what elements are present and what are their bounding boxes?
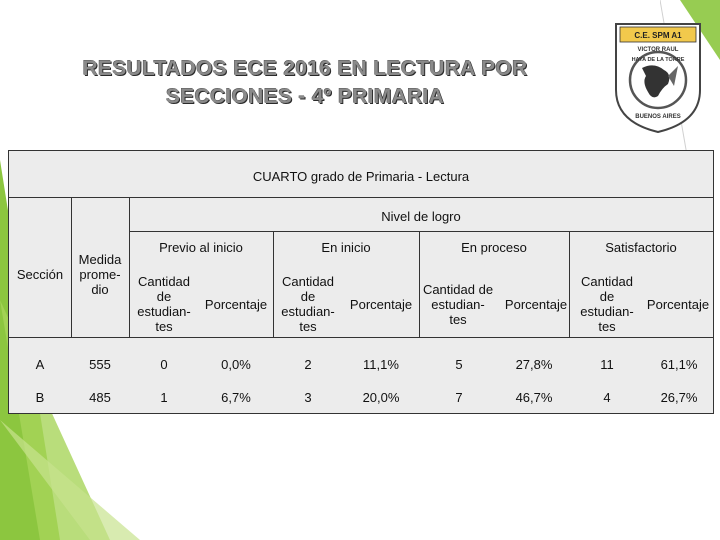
subheader-porcentaje-4: Porcentaje <box>646 297 710 312</box>
cell-porcentaje: 61,1% <box>660 357 698 372</box>
level-inicio: En inicio <box>321 240 371 255</box>
nivel-divider <box>129 231 713 232</box>
cell-seccion: B <box>35 390 45 405</box>
level-proceso: En proceso <box>461 240 527 255</box>
cell-porcentaje: 11,1% <box>363 357 399 372</box>
subheader-cantidad-3: Cantidad de estudian- tes <box>422 282 494 327</box>
header-medida: Medida prome- dio <box>78 252 122 297</box>
subheader-cantidad-1: Cantidad de estudian- tes <box>137 274 191 334</box>
table-caption: CUARTO grado de Primaria - Lectura <box>252 169 470 184</box>
svg-text:HAYA DE LA TORRE: HAYA DE LA TORRE <box>631 57 685 63</box>
school-logo <box>612 18 704 134</box>
cell-porcentaje: 20,0% <box>362 390 400 405</box>
subheader-porcentaje-3: Porcentaje <box>504 297 568 312</box>
cell-cantidad: 7 <box>455 390 463 405</box>
cell-porcentaje: 0,0% <box>221 357 251 372</box>
nivel-de-logro-header: Nivel de logro <box>381 209 461 224</box>
cell-medida: 485 <box>89 390 111 405</box>
cell-porcentaje: 6,7% <box>221 390 251 405</box>
subheader-porcentaje-2: Porcentaje <box>349 297 413 312</box>
header-bottom-divider <box>9 337 713 338</box>
subheader-porcentaje-1: Porcentaje <box>204 297 268 312</box>
cell-porcentaje: 26,7% <box>660 390 698 405</box>
results-table <box>8 150 714 414</box>
cell-cantidad: 11 <box>600 357 614 372</box>
cell-cantidad: 5 <box>455 357 463 372</box>
slide-title <box>40 55 570 111</box>
subheader-cantidad-2: Cantidad de estudian- tes <box>281 274 335 334</box>
title-line-2: SECCIONES - 4º PRIMARIA <box>165 85 445 108</box>
title-line-1: RESULTADOS ECE 2016 EN LECTURA POR <box>82 57 528 80</box>
cell-porcentaje: 46,7% <box>515 390 553 405</box>
caption-divider <box>9 197 713 198</box>
cell-cantidad: 3 <box>304 390 312 405</box>
level-previo: Previo al inicio <box>159 240 243 255</box>
cell-cantidad: 0 <box>160 357 168 372</box>
svg-text:BUENOS AIRES: BUENOS AIRES <box>635 114 681 120</box>
svg-text:VICTOR RAUL: VICTOR RAUL <box>637 47 679 53</box>
cell-cantidad: 4 <box>603 390 611 405</box>
level-satisfactorio: Satisfactorio <box>605 240 677 255</box>
cell-cantidad: 2 <box>304 357 312 372</box>
header-seccion: Sección <box>16 267 64 282</box>
svg-text:C.E. SPM A1: C.E. SPM A1 <box>634 31 682 40</box>
cell-cantidad: 1 <box>160 390 168 405</box>
cell-seccion: A <box>35 357 45 372</box>
subheader-cantidad-4: Cantidad de estudian- tes <box>580 274 634 334</box>
cell-porcentaje: 27,8% <box>515 357 553 372</box>
cell-medida: 555 <box>89 357 111 372</box>
